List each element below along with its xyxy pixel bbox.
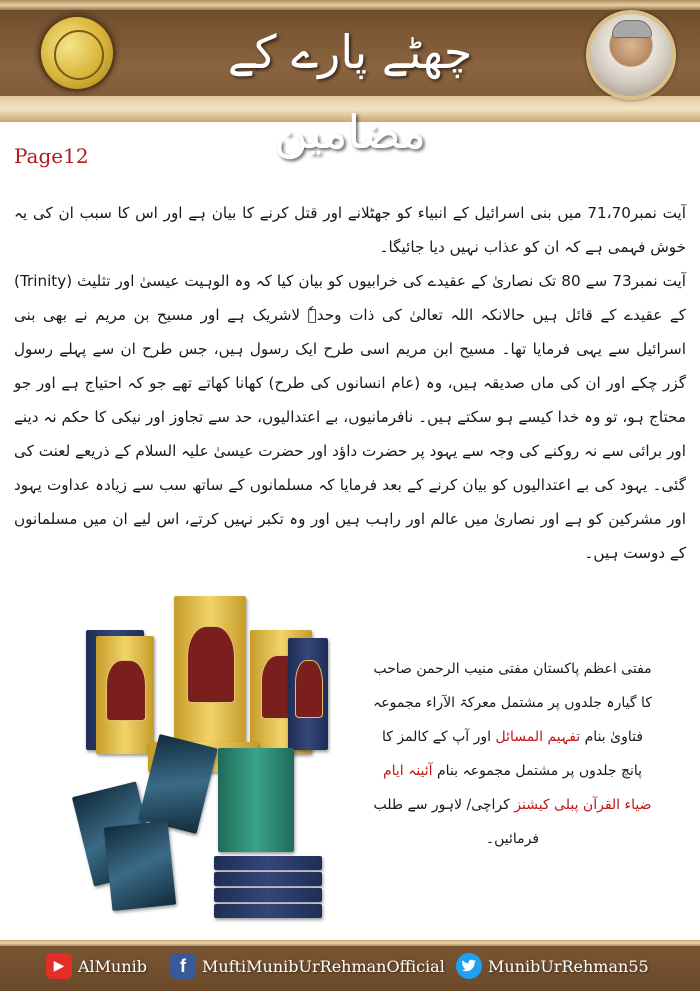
facebook-link[interactable] [170,953,445,979]
page-number-label: Page12 [14,144,89,168]
info-text: پانچ جلدوں پر مشتمل مجموعہ بنام [437,763,643,779]
info-line-3 [350,720,675,754]
logo-ring [54,30,104,80]
book-volume [174,596,246,746]
aaina-e-ayyam-book [218,748,294,852]
paragraph-verses-73-80: آیت نمبر73 سے 80 تک نصاریٰ کے عقیدے کی خرابیوں کو بیان کیا کہ وہ الوہیت عیسیٰ اور تثلیث (Trinity) کے عقیدے کے قائل ہیں حالانکہ اللہ تعالیٰ کی ذات وحدہٗ لاشریک ہے اور مسیح بن مریم نے بھی بنی اسرائیل سے یہی فرمایا تھا۔ مسیح ابن مریم اسی طرح ایک رسول ہیں، جس طرح ان سے پہلے رسول گزر چکے اور ان کی ماں صدیقہ ہیں، وہ (عام انسانوں کی طرح) کھانا کھاتے تھے جو کہ احتیاج ہے اور جو محتاج ہو، تو وہ خدا کیسے ہو سکتے ہیں۔ نافرمانیوں، بے اعتدالیوں، حد سے تجاوز اور نیکی کا حکم نہ دینے اور برائی سے نہ روکنے کی وجہ سے یہود پر حضرت داؤد اور حضرت عیسیٰ علیہ السلام کے ذریعے لعنت کی گئی۔ یہود کی بے اعتدالیوں کو بیان کرنے کے بعد فرمایا کہ مسلمانوں کے ساتھ سب سے زیادہ عداوت یہود اور مشرکین کو ہے اور نصاریٰ میں عالم اور راہب ہیں اور وہ تکبر نہیں کرتے، اس لیے ان میں مسلمانوں کے دوست ہیں۔ [14,272,686,562]
book-volume [288,638,328,750]
facebook-icon: f [170,953,196,979]
book-spine-stack [214,888,322,902]
info-line-4 [350,754,675,788]
books-illustration [78,592,348,922]
twitter-label: MunibUrRehman55 [488,956,649,976]
book-title-tafheem: تفہیم المسائل [495,729,581,745]
cap-shape [612,20,652,38]
youtube-link[interactable] [46,953,147,979]
author-avatar [586,10,676,100]
book-volume [104,821,176,911]
book-spine-stack [214,856,322,870]
youtube-icon: ▶ [46,953,72,979]
book-volume [96,636,154,754]
info-line-1: مفتی اعظم پاکستان مفتی منیب الرحمن صاحب [373,661,652,677]
header-top-stripe [0,0,700,10]
info-text: فتاویٰ بنام [584,729,644,745]
book-spine-stack [214,904,322,918]
footer-social-bar [0,940,700,991]
twitter-icon [456,953,482,979]
paragraph-verses-70-71: آیت نمبر71،70 میں بنی اسرائیل کے انبیاء کو جھٹلانے اور قتل کرنے کا بیان ہے اور اس کا سبب ان کی یہ خوش فہمی ہے کہ ان کو عذاب نہیں دیا جائیگا۔ [14,204,686,256]
info-line-2: کا گیارہ جلدوں پر مشتمل معرکۃ الآراء مجموعہ [373,695,652,711]
youtube-label: AlMunib [78,956,148,976]
publisher-name: ضیاء القرآن پبلی کیشنز [514,797,652,813]
footer-stripe [0,940,700,946]
article-body [14,196,686,570]
book-title-aaina: آئینہ ایام [382,763,433,779]
info-text: اور آپ کے کالمز کا [381,729,492,745]
publication-info [350,652,675,856]
info-text: کراچی/ لاہور سے طلب فرمائیں۔ [373,797,540,847]
page-title: چھٹے پارے کے مضامین [227,25,473,159]
facebook-label: MuftiMunibUrRehmanOfficial [202,956,445,976]
quran-logo-icon [38,14,116,92]
info-line-5 [350,788,675,856]
twitter-link[interactable] [456,953,649,979]
book-spine-stack [214,872,322,886]
